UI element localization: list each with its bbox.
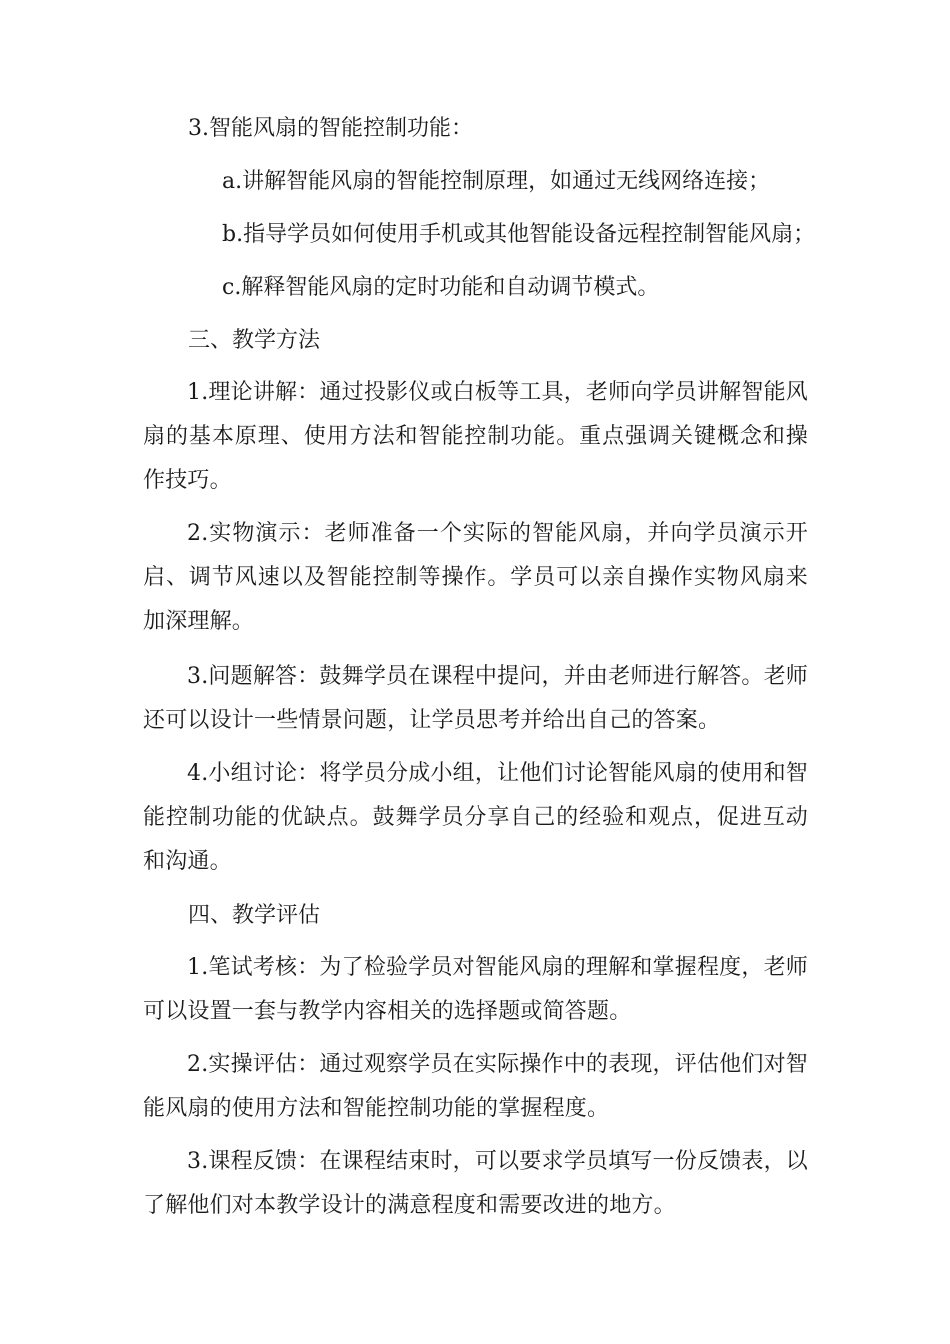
section3-item-b: b.指导学员如何使用手机或其他智能设备远程控制智能风扇； [222, 222, 816, 247]
evaluation-heading: 四、教学评估 [188, 903, 321, 928]
evaluation-paragraph-2: 2.实操评估：通过观察学员在实际操作中的表现，评估他们对智能风扇的使用方法和智能控制功能的掌握程度。 [143, 1052, 808, 1121]
section3-item-c: c.解释智能风扇的定时功能和自动调节模式。 [222, 275, 660, 300]
method-paragraph-1: 1.理论讲解：通过投影仪或白板等工具，老师向学员讲解智能风扇的基本原理、使用方法和智能控制功能。重点强调关键概念和操作技巧。 [143, 380, 808, 493]
methods-heading: 三、教学方法 [188, 328, 321, 353]
evaluation-paragraph-3: 3.课程反馈：在课程结束时，可以要求学员填写一份反馈表，以了解他们对本教学设计的满意程度和需要改进的地方。 [143, 1149, 808, 1218]
section3-title: 3.智能风扇的智能控制功能： [188, 116, 473, 141]
method-paragraph-2: 2.实物演示：老师准备一个实际的智能风扇，并向学员演示开启、调节风速以及智能控制等操作。学员可以亲自操作实物风扇来加深理解。 [143, 521, 808, 634]
section3-item-a: a.讲解智能风扇的智能控制原理，如通过无线网络连接； [222, 169, 771, 194]
evaluation-paragraph-1: 1.笔试考核：为了检验学员对智能风扇的理解和掌握程度，老师可以设置一套与教学内容相关的选择题或简答题。 [143, 955, 808, 1024]
method-paragraph-4: 4.小组讨论：将学员分成小组，让他们讨论智能风扇的使用和智能控制功能的优缺点。鼓舞学员分享自己的经验和观点，促进互动和沟通。 [143, 761, 808, 874]
method-paragraph-3: 3.问题解答：鼓舞学员在课程中提问，并由老师进行解答。老师还可以设计一些情景问题，让学员思考并给出自己的答案。 [143, 664, 808, 733]
